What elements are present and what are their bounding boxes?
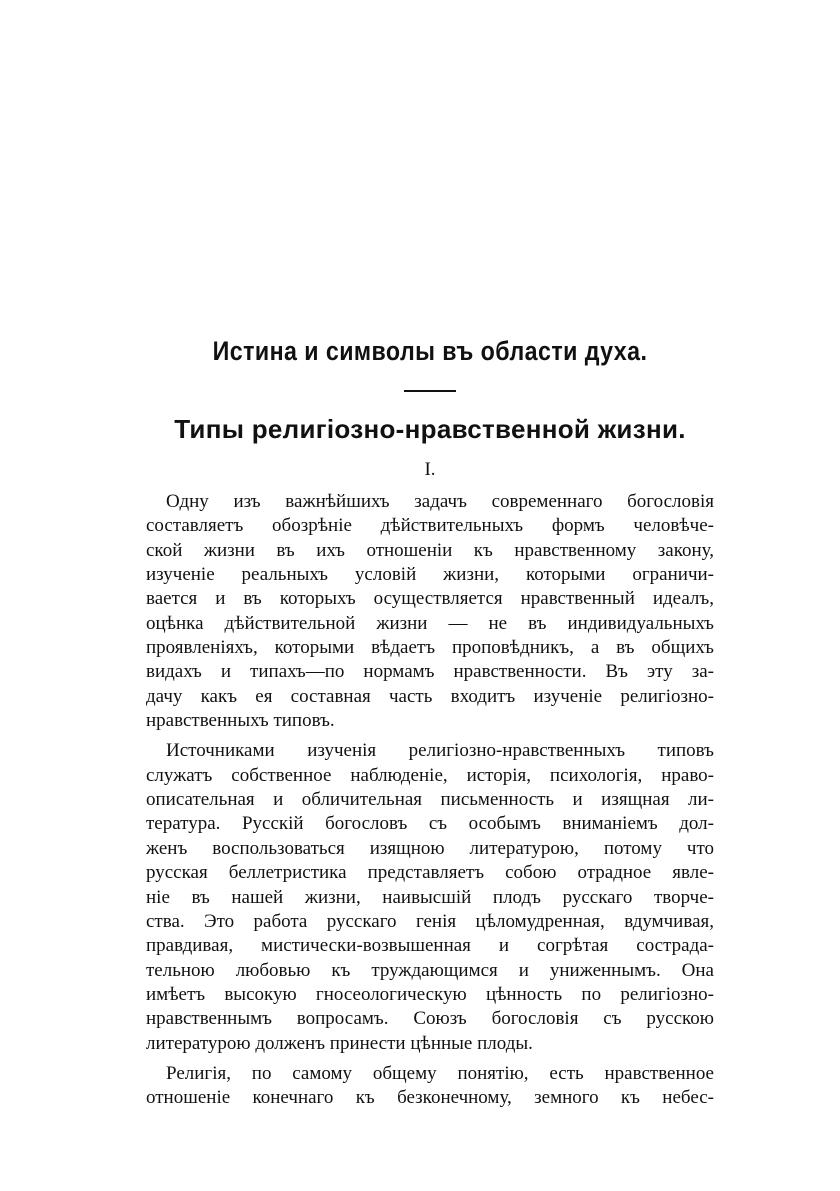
text-line: проявленіяхъ, которыми вѣдаетъ проповѣдникъ, а въ общихъ (146, 637, 714, 659)
body-text (146, 490, 714, 1117)
text-line: Одну изъ важнѣйшихъ задачъ современнаго богословія (166, 491, 714, 512)
text-line: женъ воспользоваться изящною литературою, потому что (146, 837, 714, 859)
text-line: нравственныхъ типовъ. (146, 710, 335, 732)
text-line: правдивая, мистически-возвышенная и согрѣтая сострада- (146, 935, 714, 957)
text-line: ніе въ нашей жизни, наивысшій плодъ русскаго творче- (146, 886, 714, 908)
text-line: ской жизни въ ихъ отношеніи къ нравственному закону, (146, 539, 714, 561)
text-line: русская беллетристика представляетъ собою отрадное явле- (146, 862, 714, 884)
text-line: имѣетъ высокую гносеологическую цѣнность по религіозно- (146, 983, 714, 1005)
paragraph-3 (146, 1062, 714, 1111)
text-line: тература. Русскій богословъ съ особымъ вниманіемъ дол- (146, 813, 714, 835)
text-line: ства. Это работа русскаго генія цѣломудренная, вдумчивая, (146, 910, 714, 932)
text-line: дачу какъ ея составная часть входитъ изученіе религіозно- (146, 685, 714, 707)
text-line: изученіе реальныхъ условій жизни, которыми ограничи- (146, 564, 714, 586)
section-number: I. (424, 459, 436, 480)
chapter-subtitle: Типы религіозно-нравственной жизни. (174, 414, 686, 444)
title-divider (404, 390, 456, 392)
text-line: составляетъ обозрѣніе дѣйствительныхъ формъ человѣче- (146, 515, 714, 537)
text-line: Источниками изученія религіозно-нравственныхъ типовъ (166, 740, 714, 762)
text-line: Религія, по самому общему понятію, есть нравственное (166, 1062, 714, 1084)
text-line: вается и въ которыхъ осуществляется нравственный идеалъ, (146, 588, 714, 610)
text-line: видахъ и типахъ—по нормамъ нравственности. Въ эту за- (146, 661, 714, 683)
text-line: отношеніе конечнаго къ безконечному, земного къ небес- (146, 1087, 714, 1109)
text-line: описательная и обличительная письменность и изящная ли- (146, 789, 714, 811)
text-line: тельною любовью къ труждающимся и униженнымъ. Она (146, 959, 714, 981)
text-line: служатъ собственное наблюденіе, исторія, психологія, нраво- (146, 764, 714, 786)
paragraph-1 (146, 490, 714, 733)
text-line: литературою долженъ принести цѣнные плоды. (146, 1032, 533, 1054)
paragraph-2 (146, 739, 714, 1055)
text-line: нравственнымъ вопросамъ. Союзъ богословія съ русскою (146, 1008, 714, 1030)
document-page (146, 0, 714, 1191)
page-title: Истина и символы въ области духа. (212, 336, 648, 366)
text-line: оцѣнка дѣйствительной жизни — не въ индивидуальныхъ (146, 612, 714, 634)
